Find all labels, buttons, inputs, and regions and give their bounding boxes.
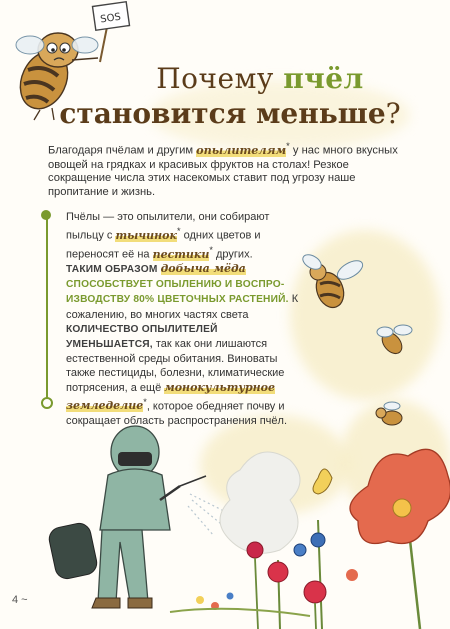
footnote-mark: * <box>286 141 290 151</box>
flower-icon <box>247 542 326 629</box>
emphasis-text: СПОСОБСТВУЕТ ОПЫЛЕНИЮ И ВОСПРО-ИЗВОДСТВУ 80% ЦВЕТОЧНЫХ РАСТЕНИЙ. <box>66 279 289 306</box>
glossary-term-pistils: пестики <box>152 247 210 261</box>
emphasis-text: КОЛИЧЕСТВО ОПЫЛИТЕЛЕЙ УМЕНЬШАЕТСЯ, <box>66 323 218 350</box>
intro-paragraph <box>48 140 398 200</box>
glossary-term-honey: добыча мёда <box>160 261 246 275</box>
footnote-mark: * <box>143 396 147 407</box>
bullet-ring <box>41 397 53 409</box>
body-text: так как они лишаются естественной среды обитания. Виноваты также пестициды, болезни, климатические потрясения, а ещё <box>66 337 285 394</box>
bullet-dot <box>41 210 51 220</box>
title-question-mark: ? <box>385 97 401 130</box>
sos-sign-icon <box>92 2 129 62</box>
flower-icon <box>294 469 332 629</box>
title-line2-highlight: становится меньше <box>59 97 386 130</box>
body-text: , которое обедняет почву и сокращает область распространения пчёл. <box>66 400 287 427</box>
spray-cloud <box>220 452 300 553</box>
pesticide-sprayer-figure <box>47 426 230 608</box>
title-line1-highlight: пчёл <box>283 62 364 95</box>
flying-bee-icon <box>376 402 402 425</box>
flying-bee-icon <box>300 252 365 312</box>
title-line1-plain: Почему <box>156 62 284 95</box>
body-text: Пчёлы — это опылители, они собирают пыльцу с <box>66 211 270 242</box>
sos-sign-text: SOS <box>99 11 122 26</box>
body-text: одних цветов и переносят её на <box>66 229 261 261</box>
intro-text: Благодаря пчёлам и другим <box>48 144 197 157</box>
footnote-mark: * <box>176 226 181 237</box>
body-paragraph <box>66 210 306 428</box>
intro-text: у нас много вкусных овощей на грядках и красивых фруктов на столах! Резкое сокращение числа этих насекомых ставит под угрозу наше пропитание и жизнь. <box>48 144 398 199</box>
body-text: других. <box>212 248 253 261</box>
big-red-flower-icon <box>350 449 450 629</box>
glossary-term-stamens: тычинок <box>115 228 177 242</box>
glossary-term-pollinators: опылителям <box>196 142 287 157</box>
flying-bee-icon <box>377 325 412 357</box>
body-text: К сожалению, во многих частях света <box>66 293 299 321</box>
page-number: 4 ~ <box>12 594 28 606</box>
page-title <box>20 62 440 132</box>
small-flowers-icon <box>170 569 358 616</box>
bullet-line <box>46 215 48 405</box>
emphasis-text: ТАКИМ ОБРАЗОМ <box>66 263 161 275</box>
glossary-term-monoculture: монокультурное земледелие <box>66 380 275 413</box>
footnote-mark: * <box>209 245 213 256</box>
